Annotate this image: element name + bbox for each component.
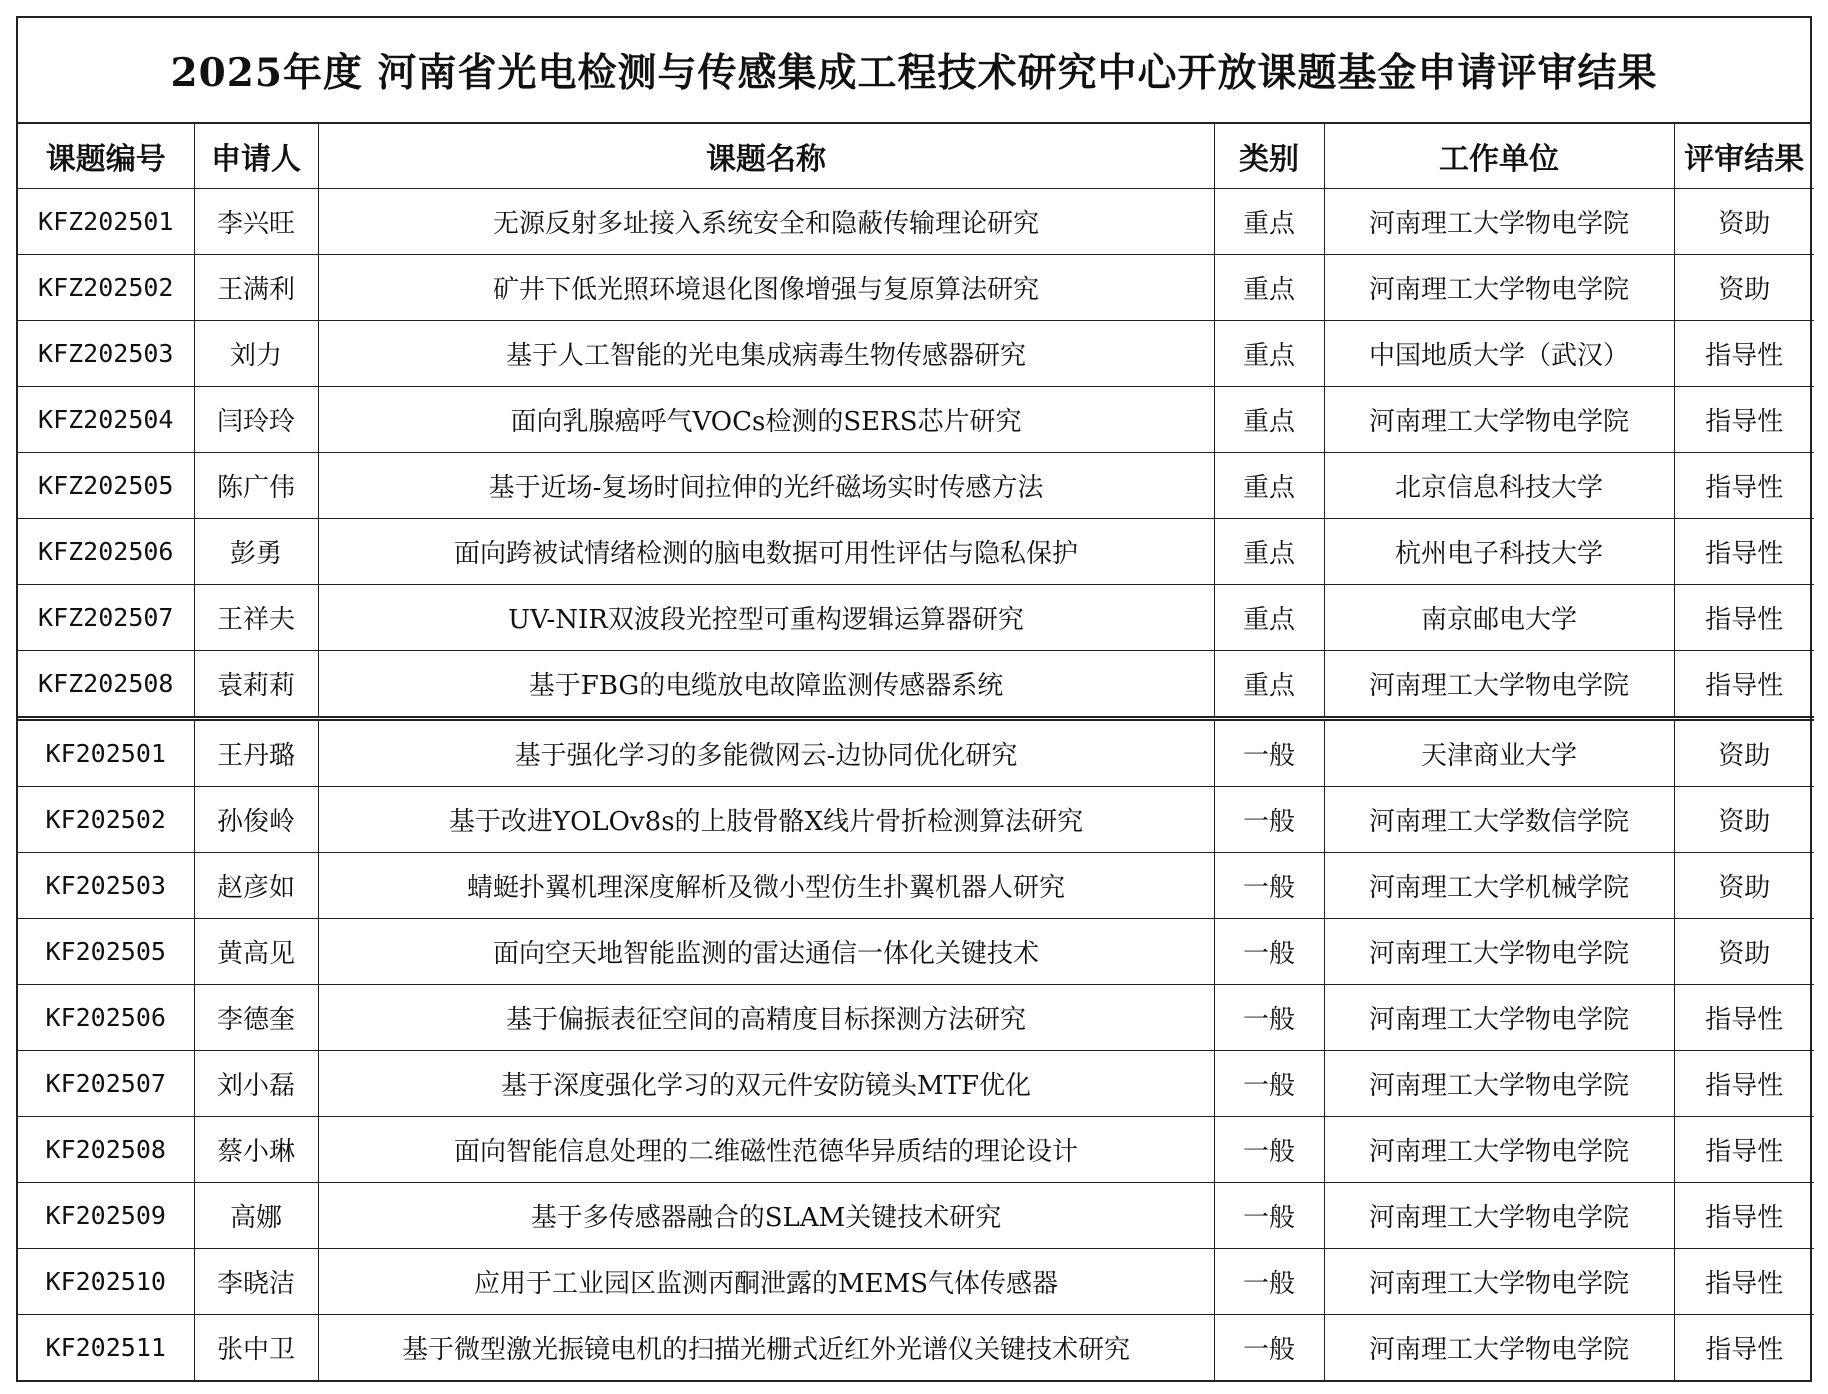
cell-result: 指导性: [1674, 651, 1814, 719]
table-row: [18, 585, 1814, 651]
cell-result: 指导性: [1674, 585, 1814, 651]
cell-org: 河南理工大学物电学院: [1324, 919, 1674, 985]
cell-result: 指导性: [1674, 1117, 1814, 1183]
cell-id: KF202511: [18, 1315, 194, 1381]
cell-id: KFZ202508: [18, 651, 194, 719]
title-row: [18, 18, 1810, 124]
cell-category: 重点: [1214, 189, 1324, 255]
table-row: [18, 853, 1814, 919]
cell-applicant: 陈广伟: [194, 453, 318, 519]
cell-applicant: 李晓洁: [194, 1249, 318, 1315]
cell-id: KF202507: [18, 1051, 194, 1117]
table-row: [18, 787, 1814, 853]
cell-applicant: 刘小磊: [194, 1051, 318, 1117]
cell-topic: 基于人工智能的光电集成病毒生物传感器研究: [318, 321, 1214, 387]
cell-applicant: 王祥夫: [194, 585, 318, 651]
cell-result: 资助: [1674, 255, 1814, 321]
cell-id: KFZ202507: [18, 585, 194, 651]
cell-category: 一般: [1214, 985, 1324, 1051]
cell-topic: 基于近场-复场时间拉伸的光纤磁场实时传感方法: [318, 453, 1214, 519]
cell-org: 河南理工大学数信学院: [1324, 787, 1674, 853]
cell-applicant: 高娜: [194, 1183, 318, 1249]
header-row: [18, 124, 1814, 189]
results-table: [18, 124, 1814, 1380]
cell-result: 指导性: [1674, 453, 1814, 519]
cell-category: 一般: [1214, 853, 1324, 919]
cell-id: KF202505: [18, 919, 194, 985]
cell-result: 资助: [1674, 189, 1814, 255]
cell-result: 指导性: [1674, 387, 1814, 453]
cell-org: 南京邮电大学: [1324, 585, 1674, 651]
cell-category: 重点: [1214, 585, 1324, 651]
cell-applicant: 黄高见: [194, 919, 318, 985]
cell-result: 指导性: [1674, 321, 1814, 387]
cell-org: 河南理工大学物电学院: [1324, 985, 1674, 1051]
cell-id: KFZ202506: [18, 519, 194, 585]
header-id: 课题编号: [18, 124, 194, 189]
cell-org: 中国地质大学（武汉）: [1324, 321, 1674, 387]
cell-result: 指导性: [1674, 985, 1814, 1051]
cell-category: 一般: [1214, 1117, 1324, 1183]
cell-org: 河南理工大学物电学院: [1324, 651, 1674, 719]
table-row: [18, 1051, 1814, 1117]
table-row: [18, 985, 1814, 1051]
cell-topic: 矿井下低光照环境退化图像增强与复原算法研究: [318, 255, 1214, 321]
page-title: 2025年度 河南省光电检测与传感集成工程技术研究中心开放课题基金申请评审结果: [170, 50, 1658, 96]
cell-category: 一般: [1214, 1051, 1324, 1117]
cell-result: 指导性: [1674, 1249, 1814, 1315]
cell-org: 河南理工大学物电学院: [1324, 189, 1674, 255]
table-row: [18, 651, 1814, 719]
cell-category: 重点: [1214, 255, 1324, 321]
cell-category: 重点: [1214, 519, 1324, 585]
cell-result: 资助: [1674, 919, 1814, 985]
cell-result: 指导性: [1674, 519, 1814, 585]
cell-topic: 面向跨被试情绪检测的脑电数据可用性评估与隐私保护: [318, 519, 1214, 585]
cell-category: 一般: [1214, 719, 1324, 787]
cell-result: 指导性: [1674, 1183, 1814, 1249]
cell-applicant: 闫玲玲: [194, 387, 318, 453]
cell-topic: 基于多传感器融合的SLAM关键技术研究: [318, 1183, 1214, 1249]
cell-org: 河南理工大学物电学院: [1324, 255, 1674, 321]
cell-result: 资助: [1674, 787, 1814, 853]
cell-result: 资助: [1674, 853, 1814, 919]
results-sheet: [16, 16, 1812, 1382]
cell-category: 重点: [1214, 321, 1324, 387]
cell-org: 河南理工大学物电学院: [1324, 1183, 1674, 1249]
cell-applicant: 张中卫: [194, 1315, 318, 1381]
cell-id: KFZ202504: [18, 387, 194, 453]
header-category: 类别: [1214, 124, 1324, 189]
cell-org: 河南理工大学物电学院: [1324, 1117, 1674, 1183]
cell-category: 重点: [1214, 651, 1324, 719]
cell-topic: 面向智能信息处理的二维磁性范德华异质结的理论设计: [318, 1117, 1214, 1183]
cell-id: KFZ202501: [18, 189, 194, 255]
cell-id: KFZ202502: [18, 255, 194, 321]
table-row: [18, 1117, 1814, 1183]
cell-applicant: 李德奎: [194, 985, 318, 1051]
cell-org: 北京信息科技大学: [1324, 453, 1674, 519]
cell-org: 河南理工大学物电学院: [1324, 1249, 1674, 1315]
cell-topic: 基于偏振表征空间的高精度目标探测方法研究: [318, 985, 1214, 1051]
cell-topic: 基于FBG的电缆放电故障监测传感器系统: [318, 651, 1214, 719]
table-row: [18, 189, 1814, 255]
header-result: 评审结果: [1674, 124, 1814, 189]
table-row: [18, 919, 1814, 985]
cell-category: 一般: [1214, 1249, 1324, 1315]
cell-applicant: 王丹璐: [194, 719, 318, 787]
table-row: [18, 1249, 1814, 1315]
cell-category: 一般: [1214, 1315, 1324, 1381]
cell-result: 指导性: [1674, 1315, 1814, 1381]
cell-org: 河南理工大学物电学院: [1324, 1315, 1674, 1381]
cell-topic: 基于改进YOLOv8s的上肢骨骼X线片骨折检测算法研究: [318, 787, 1214, 853]
table-row: [18, 719, 1814, 787]
cell-result: 资助: [1674, 719, 1814, 787]
table-row: [18, 321, 1814, 387]
table-row: [18, 519, 1814, 585]
cell-category: 一般: [1214, 787, 1324, 853]
cell-applicant: 蔡小琳: [194, 1117, 318, 1183]
cell-topic: 蜻蜓扑翼机理深度解析及微小型仿生扑翼机器人研究: [318, 853, 1214, 919]
cell-category: 重点: [1214, 387, 1324, 453]
cell-org: 天津商业大学: [1324, 719, 1674, 787]
cell-org: 河南理工大学物电学院: [1324, 387, 1674, 453]
cell-topic: 基于微型激光振镜电机的扫描光栅式近红外光谱仪关键技术研究: [318, 1315, 1214, 1381]
cell-topic: 基于强化学习的多能微网云-边协同优化研究: [318, 719, 1214, 787]
cell-topic: 面向空天地智能监测的雷达通信一体化关键技术: [318, 919, 1214, 985]
cell-applicant: 李兴旺: [194, 189, 318, 255]
cell-topic: 无源反射多址接入系统安全和隐蔽传输理论研究: [318, 189, 1214, 255]
cell-id: KF202510: [18, 1249, 194, 1315]
cell-category: 一般: [1214, 919, 1324, 985]
cell-org: 河南理工大学物电学院: [1324, 1051, 1674, 1117]
cell-id: KFZ202503: [18, 321, 194, 387]
cell-org: 杭州电子科技大学: [1324, 519, 1674, 585]
cell-id: KF202509: [18, 1183, 194, 1249]
cell-topic: 基于深度强化学习的双元件安防镜头MTF优化: [318, 1051, 1214, 1117]
header-topic: 课题名称: [318, 124, 1214, 189]
cell-result: 指导性: [1674, 1051, 1814, 1117]
cell-category: 重点: [1214, 453, 1324, 519]
cell-topic: UV-NIR双波段光控型可重构逻辑运算器研究: [318, 585, 1214, 651]
cell-applicant: 孙俊岭: [194, 787, 318, 853]
table-row: [18, 387, 1814, 453]
cell-applicant: 袁莉莉: [194, 651, 318, 719]
cell-org: 河南理工大学机械学院: [1324, 853, 1674, 919]
cell-id: KF202508: [18, 1117, 194, 1183]
header-org: 工作单位: [1324, 124, 1674, 189]
cell-id: KFZ202505: [18, 453, 194, 519]
table-row: [18, 453, 1814, 519]
cell-id: KF202503: [18, 853, 194, 919]
table-row: [18, 1315, 1814, 1381]
table-row: [18, 255, 1814, 321]
cell-applicant: 赵彦如: [194, 853, 318, 919]
cell-applicant: 王满利: [194, 255, 318, 321]
cell-applicant: 刘力: [194, 321, 318, 387]
cell-topic: 面向乳腺癌呼气VOCs检测的SERS芯片研究: [318, 387, 1214, 453]
cell-id: KF202506: [18, 985, 194, 1051]
cell-id: KF202502: [18, 787, 194, 853]
header-applicant: 申请人: [194, 124, 318, 189]
cell-id: KF202501: [18, 719, 194, 787]
cell-category: 一般: [1214, 1183, 1324, 1249]
cell-topic: 应用于工业园区监测丙酮泄露的MEMS气体传感器: [318, 1249, 1214, 1315]
table-row: [18, 1183, 1814, 1249]
cell-applicant: 彭勇: [194, 519, 318, 585]
